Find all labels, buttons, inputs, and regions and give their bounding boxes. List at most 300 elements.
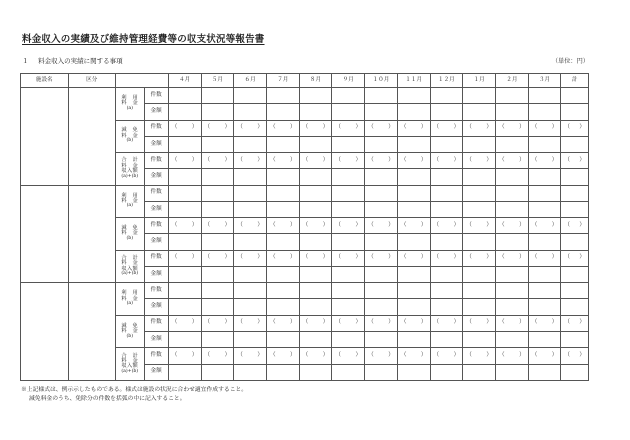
- month-value-cell[interactable]: [299, 364, 332, 380]
- month-value-cell[interactable]: [495, 120, 528, 136]
- month-value-cell[interactable]: [234, 315, 267, 331]
- month-value-cell[interactable]: [299, 136, 332, 152]
- open-paren: （: [368, 319, 374, 326]
- facility-name-cell[interactable]: [21, 185, 69, 283]
- month-value-cell[interactable]: [397, 348, 430, 364]
- month-value-cell[interactable]: [495, 364, 528, 380]
- month-value-cell[interactable]: [332, 104, 365, 120]
- month-value-cell[interactable]: [397, 153, 430, 169]
- month-value-cell[interactable]: [201, 364, 234, 380]
- month-value-cell[interactable]: [332, 348, 365, 364]
- open-paren: （: [302, 319, 309, 326]
- month-value-cell[interactable]: [234, 88, 267, 104]
- month-value-cell[interactable]: [528, 120, 561, 136]
- amount-label: 金額: [144, 169, 168, 185]
- month-value-cell[interactable]: [463, 120, 496, 136]
- month-value-cell[interactable]: [463, 185, 496, 201]
- month-value-cell[interactable]: [528, 266, 561, 282]
- month-value-cell[interactable]: [430, 283, 463, 299]
- open-paren: （: [498, 319, 505, 326]
- month-value-cell[interactable]: [332, 153, 365, 169]
- month-value-cell[interactable]: [299, 218, 332, 234]
- month-value-cell[interactable]: [266, 120, 299, 136]
- total-value-cell[interactable]: [561, 104, 589, 120]
- month-value-cell[interactable]: [234, 331, 267, 347]
- month-value-cell[interactable]: [397, 250, 430, 266]
- close-paren: ）: [486, 156, 492, 163]
- close-paren: ）: [290, 319, 296, 326]
- open-paren: （: [171, 254, 178, 261]
- month-value-cell[interactable]: [299, 315, 332, 331]
- month-value-cell[interactable]: [495, 88, 528, 104]
- month-value-cell[interactable]: [463, 104, 496, 120]
- month-value-cell[interactable]: [365, 153, 398, 169]
- month-value-cell[interactable]: [299, 120, 332, 136]
- month-value-cell[interactable]: [528, 185, 561, 201]
- month-value-cell[interactable]: [234, 218, 267, 234]
- month-value-cell[interactable]: [201, 169, 234, 185]
- month-value-cell[interactable]: [299, 201, 332, 217]
- month-value-cell[interactable]: [266, 266, 299, 282]
- month-value-cell[interactable]: [495, 283, 528, 299]
- close-paren: ）: [191, 156, 198, 163]
- month-value-cell[interactable]: [332, 88, 365, 104]
- total-value-cell[interactable]: [561, 331, 589, 347]
- category-label: 収入額: [121, 265, 139, 272]
- month-value-cell[interactable]: [365, 169, 398, 185]
- close-paren: ）: [579, 221, 585, 228]
- month-value-cell[interactable]: [365, 266, 398, 282]
- open-paren: （: [531, 319, 538, 326]
- month-value-cell[interactable]: [299, 169, 332, 185]
- month-value-cell[interactable]: [430, 266, 463, 282]
- month-value-cell[interactable]: [463, 315, 496, 331]
- open-paren: （: [531, 351, 538, 358]
- month-value-cell[interactable]: [168, 218, 201, 234]
- month-value-cell[interactable]: [201, 218, 234, 234]
- month-value-cell[interactable]: [201, 348, 234, 364]
- total-value-cell[interactable]: [561, 136, 589, 152]
- month-value-cell[interactable]: [430, 234, 463, 250]
- month-value-cell[interactable]: [332, 315, 365, 331]
- month-value-cell[interactable]: [266, 153, 299, 169]
- month-value-cell[interactable]: [528, 88, 561, 104]
- month-value-cell[interactable]: [266, 364, 299, 380]
- month-value-cell[interactable]: [495, 315, 528, 331]
- month-value-cell[interactable]: [463, 234, 496, 250]
- month-value-cell[interactable]: [332, 120, 365, 136]
- month-value-cell[interactable]: [495, 136, 528, 152]
- month-value-cell[interactable]: [463, 266, 496, 282]
- month-value-cell[interactable]: [495, 348, 528, 364]
- month-value-cell[interactable]: [365, 104, 398, 120]
- header-facility: 施設名: [21, 74, 69, 88]
- close-paren: ）: [388, 351, 394, 358]
- open-paren: （: [498, 351, 505, 358]
- month-value-cell[interactable]: [463, 299, 496, 315]
- month-value-cell[interactable]: [528, 104, 561, 120]
- month-value-cell[interactable]: [463, 136, 496, 152]
- month-value-cell[interactable]: [365, 283, 398, 299]
- month-value-cell[interactable]: [463, 218, 496, 234]
- facility-name-cell[interactable]: [21, 283, 69, 381]
- month-value-cell[interactable]: [168, 364, 201, 380]
- month-value-cell[interactable]: [168, 88, 201, 104]
- total-value-cell[interactable]: [561, 218, 589, 234]
- month-value-cell[interactable]: [430, 299, 463, 315]
- month-value-cell[interactable]: [397, 169, 430, 185]
- month-value-cell[interactable]: [168, 169, 201, 185]
- month-value-cell[interactable]: [430, 120, 463, 136]
- month-value-cell[interactable]: [234, 234, 267, 250]
- total-value-cell[interactable]: [561, 201, 589, 217]
- amount-label: 金額: [144, 136, 168, 152]
- close-paren: ）: [191, 351, 198, 358]
- month-value-cell[interactable]: [266, 218, 299, 234]
- open-paren: （: [302, 156, 309, 163]
- month-value-cell[interactable]: [332, 250, 365, 266]
- amount-label: 金額: [144, 266, 168, 282]
- month-value-cell[interactable]: [365, 185, 398, 201]
- month-value-cell[interactable]: [266, 201, 299, 217]
- close-paren: ）: [551, 319, 558, 326]
- month-value-cell[interactable]: [430, 169, 463, 185]
- month-value-cell[interactable]: [266, 136, 299, 152]
- month-value-cell[interactable]: [266, 234, 299, 250]
- month-value-cell[interactable]: [266, 331, 299, 347]
- month-value-cell[interactable]: [365, 234, 398, 250]
- month-value-cell[interactable]: [168, 120, 201, 136]
- close-paren: ）: [257, 124, 263, 131]
- close-paren: ）: [290, 351, 296, 358]
- category-cell: [116, 185, 145, 218]
- month-value-cell[interactable]: [365, 250, 398, 266]
- open-paren: （: [466, 156, 472, 163]
- month-value-cell[interactable]: [365, 120, 398, 136]
- month-value-cell[interactable]: [168, 283, 201, 299]
- category-sub-label: (a)+(b): [121, 271, 139, 277]
- month-value-cell[interactable]: [528, 201, 561, 217]
- category-cell: [116, 153, 145, 186]
- month-value-cell[interactable]: [332, 136, 365, 152]
- month-value-cell[interactable]: [430, 153, 463, 169]
- month-value-cell[interactable]: [266, 299, 299, 315]
- month-value-cell[interactable]: [168, 250, 201, 266]
- month-value-cell[interactable]: [430, 104, 463, 120]
- month-value-cell[interactable]: [299, 185, 332, 201]
- month-value-cell[interactable]: [430, 136, 463, 152]
- month-value-cell[interactable]: [332, 266, 365, 282]
- facility-name-cell[interactable]: [21, 88, 69, 186]
- month-value-cell[interactable]: [528, 299, 561, 315]
- open-paren: （: [466, 221, 472, 228]
- month-value-cell[interactable]: [201, 104, 234, 120]
- month-value-cell[interactable]: [397, 331, 430, 347]
- month-value-cell[interactable]: [397, 234, 430, 250]
- month-value-cell[interactable]: [234, 250, 267, 266]
- category-cell: [116, 348, 145, 381]
- open-paren: （: [564, 124, 571, 131]
- month-value-cell[interactable]: [266, 104, 299, 120]
- month-value-cell[interactable]: [495, 234, 528, 250]
- month-value-cell[interactable]: [463, 283, 496, 299]
- month-value-cell[interactable]: [201, 250, 234, 266]
- month-value-cell[interactable]: [201, 331, 234, 347]
- total-value-cell[interactable]: [561, 153, 589, 169]
- month-value-cell[interactable]: [430, 364, 463, 380]
- open-paren: （: [564, 156, 571, 163]
- month-value-cell[interactable]: [234, 169, 267, 185]
- month-value-cell[interactable]: [365, 201, 398, 217]
- close-paren: ）: [579, 124, 585, 131]
- open-paren: （: [531, 124, 538, 131]
- month-value-cell[interactable]: [528, 153, 561, 169]
- month-value-cell[interactable]: [201, 136, 234, 152]
- month-value-cell[interactable]: [234, 104, 267, 120]
- month-value-cell[interactable]: [266, 315, 299, 331]
- month-value-cell[interactable]: [234, 185, 267, 201]
- month-value-cell[interactable]: [463, 153, 496, 169]
- close-paren: ）: [453, 319, 460, 326]
- month-value-cell[interactable]: [234, 153, 267, 169]
- month-value-cell[interactable]: [397, 201, 430, 217]
- close-paren: ）: [322, 351, 329, 358]
- month-value-cell[interactable]: [266, 283, 299, 299]
- month-value-cell[interactable]: [299, 283, 332, 299]
- month-value-cell[interactable]: [365, 88, 398, 104]
- month-value-cell[interactable]: [528, 364, 561, 380]
- month-value-cell[interactable]: [201, 234, 234, 250]
- month-value-cell[interactable]: [430, 88, 463, 104]
- header-month: ３月: [528, 74, 561, 88]
- month-value-cell[interactable]: [397, 104, 430, 120]
- division-cell[interactable]: [68, 185, 116, 283]
- month-value-cell[interactable]: [365, 331, 398, 347]
- open-paren: （: [498, 254, 505, 261]
- month-value-cell[interactable]: [332, 283, 365, 299]
- month-value-cell[interactable]: [463, 348, 496, 364]
- category-sub-label: (b): [126, 333, 134, 339]
- month-value-cell[interactable]: [201, 299, 234, 315]
- month-value-cell[interactable]: [495, 250, 528, 266]
- close-paren: ）: [388, 221, 394, 228]
- month-value-cell[interactable]: [299, 299, 332, 315]
- month-value-cell[interactable]: [299, 348, 332, 364]
- month-value-cell[interactable]: [201, 283, 234, 299]
- month-value-cell[interactable]: [397, 315, 430, 331]
- month-value-cell[interactable]: [365, 315, 398, 331]
- month-value-cell[interactable]: [299, 250, 332, 266]
- close-paren: ）: [519, 319, 525, 326]
- month-value-cell[interactable]: [397, 120, 430, 136]
- total-value-cell[interactable]: [561, 120, 589, 136]
- month-value-cell[interactable]: [168, 185, 201, 201]
- month-value-cell[interactable]: [528, 331, 561, 347]
- month-value-cell[interactable]: [332, 218, 365, 234]
- total-value-cell[interactable]: [561, 283, 589, 299]
- count-label: 件数: [144, 315, 168, 331]
- month-value-cell[interactable]: [266, 88, 299, 104]
- month-value-cell[interactable]: [299, 88, 332, 104]
- month-value-cell[interactable]: [365, 299, 398, 315]
- month-value-cell[interactable]: [463, 364, 496, 380]
- category-label: 減 免: [121, 127, 139, 134]
- month-value-cell[interactable]: [495, 153, 528, 169]
- category-label: 減 免: [121, 225, 139, 232]
- month-value-cell[interactable]: [168, 201, 201, 217]
- category-label: 利 用: [121, 94, 139, 101]
- month-value-cell[interactable]: [234, 364, 267, 380]
- close-paren: ）: [486, 254, 492, 261]
- month-value-cell[interactable]: [234, 201, 267, 217]
- month-value-cell[interactable]: [397, 364, 430, 380]
- month-value-cell[interactable]: [463, 331, 496, 347]
- month-value-cell[interactable]: [495, 266, 528, 282]
- month-value-cell[interactable]: [365, 364, 398, 380]
- month-value-cell[interactable]: [495, 104, 528, 120]
- month-value-cell[interactable]: [397, 185, 430, 201]
- month-value-cell[interactable]: [201, 120, 234, 136]
- month-value-cell[interactable]: [168, 299, 201, 315]
- month-value-cell[interactable]: [528, 348, 561, 364]
- month-value-cell[interactable]: [201, 185, 234, 201]
- month-value-cell[interactable]: [234, 283, 267, 299]
- month-value-cell[interactable]: [365, 348, 398, 364]
- month-value-cell[interactable]: [234, 136, 267, 152]
- month-value-cell[interactable]: [528, 315, 561, 331]
- month-value-cell[interactable]: [332, 299, 365, 315]
- month-value-cell[interactable]: [365, 136, 398, 152]
- total-value-cell[interactable]: [561, 315, 589, 331]
- month-value-cell[interactable]: [201, 88, 234, 104]
- total-value-cell[interactable]: [561, 348, 589, 364]
- month-value-cell[interactable]: [528, 234, 561, 250]
- category-sub-label: (b): [126, 235, 134, 241]
- month-value-cell[interactable]: [528, 283, 561, 299]
- division-cell[interactable]: [68, 88, 116, 186]
- month-value-cell[interactable]: [430, 201, 463, 217]
- month-value-cell[interactable]: [528, 250, 561, 266]
- month-value-cell[interactable]: [168, 234, 201, 250]
- month-value-cell[interactable]: [332, 201, 365, 217]
- month-value-cell[interactable]: [495, 169, 528, 185]
- month-value-cell[interactable]: [495, 331, 528, 347]
- close-paren: ）: [551, 124, 558, 131]
- month-value-cell[interactable]: [201, 315, 234, 331]
- open-paren: （: [400, 124, 407, 131]
- month-value-cell[interactable]: [168, 153, 201, 169]
- total-value-cell[interactable]: [561, 234, 589, 250]
- month-value-cell[interactable]: [430, 315, 463, 331]
- month-value-cell[interactable]: [266, 250, 299, 266]
- month-value-cell[interactable]: [463, 250, 496, 266]
- total-value-cell[interactable]: [561, 299, 589, 315]
- month-value-cell[interactable]: [266, 169, 299, 185]
- month-value-cell[interactable]: [299, 153, 332, 169]
- month-value-cell[interactable]: [168, 315, 201, 331]
- total-value-cell[interactable]: [561, 266, 589, 282]
- month-value-cell[interactable]: [463, 201, 496, 217]
- month-value-cell[interactable]: [332, 331, 365, 347]
- month-value-cell[interactable]: [397, 283, 430, 299]
- total-value-cell[interactable]: [561, 250, 589, 266]
- month-value-cell[interactable]: [168, 136, 201, 152]
- count-label: 件数: [144, 120, 168, 136]
- month-value-cell[interactable]: [397, 136, 430, 152]
- month-value-cell[interactable]: [495, 299, 528, 315]
- section-label: 料金収入の実績に関する事項: [38, 57, 123, 65]
- month-value-cell[interactable]: [168, 348, 201, 364]
- month-value-cell[interactable]: [397, 266, 430, 282]
- month-value-cell[interactable]: [201, 153, 234, 169]
- amount-label: 金額: [144, 104, 168, 120]
- month-value-cell[interactable]: [332, 364, 365, 380]
- total-value-cell[interactable]: [561, 364, 589, 380]
- division-cell[interactable]: [68, 283, 116, 381]
- month-value-cell[interactable]: [397, 299, 430, 315]
- month-value-cell[interactable]: [463, 88, 496, 104]
- month-value-cell[interactable]: [266, 185, 299, 201]
- month-value-cell[interactable]: [201, 266, 234, 282]
- month-value-cell[interactable]: [234, 348, 267, 364]
- close-paren: ）: [420, 156, 427, 163]
- month-value-cell[interactable]: [430, 331, 463, 347]
- month-value-cell[interactable]: [201, 201, 234, 217]
- open-paren: （: [466, 319, 472, 326]
- month-value-cell[interactable]: [495, 185, 528, 201]
- total-value-cell[interactable]: [561, 185, 589, 201]
- count-label: 件数: [144, 218, 168, 234]
- month-value-cell[interactable]: [266, 348, 299, 364]
- month-value-cell[interactable]: [332, 234, 365, 250]
- month-value-cell[interactable]: [299, 104, 332, 120]
- month-value-cell[interactable]: [332, 169, 365, 185]
- month-value-cell[interactable]: [430, 250, 463, 266]
- month-value-cell[interactable]: [430, 185, 463, 201]
- close-paren: ）: [290, 124, 296, 131]
- month-value-cell[interactable]: [299, 266, 332, 282]
- month-value-cell[interactable]: [365, 218, 398, 234]
- count-label: 件数: [144, 348, 168, 364]
- month-value-cell[interactable]: [397, 218, 430, 234]
- table-body: [21, 88, 589, 381]
- total-value-cell[interactable]: [561, 169, 589, 185]
- month-value-cell[interactable]: [463, 169, 496, 185]
- month-value-cell[interactable]: [528, 169, 561, 185]
- total-value-cell[interactable]: [561, 88, 589, 104]
- month-value-cell[interactable]: [234, 299, 267, 315]
- month-value-cell[interactable]: [397, 88, 430, 104]
- open-paren: （: [204, 221, 211, 228]
- month-value-cell[interactable]: [168, 331, 201, 347]
- month-value-cell[interactable]: [430, 218, 463, 234]
- month-value-cell[interactable]: [495, 201, 528, 217]
- category-cell: [116, 283, 145, 316]
- month-value-cell[interactable]: [299, 331, 332, 347]
- month-value-cell[interactable]: [528, 218, 561, 234]
- month-value-cell[interactable]: [332, 185, 365, 201]
- month-value-cell[interactable]: [168, 266, 201, 282]
- month-value-cell[interactable]: [234, 266, 267, 282]
- month-value-cell[interactable]: [495, 218, 528, 234]
- month-value-cell[interactable]: [168, 104, 201, 120]
- month-value-cell[interactable]: [299, 234, 332, 250]
- month-value-cell[interactable]: [528, 136, 561, 152]
- close-paren: ）: [322, 156, 329, 163]
- month-value-cell[interactable]: [430, 348, 463, 364]
- header-blank: [116, 74, 169, 88]
- month-value-cell[interactable]: [234, 120, 267, 136]
